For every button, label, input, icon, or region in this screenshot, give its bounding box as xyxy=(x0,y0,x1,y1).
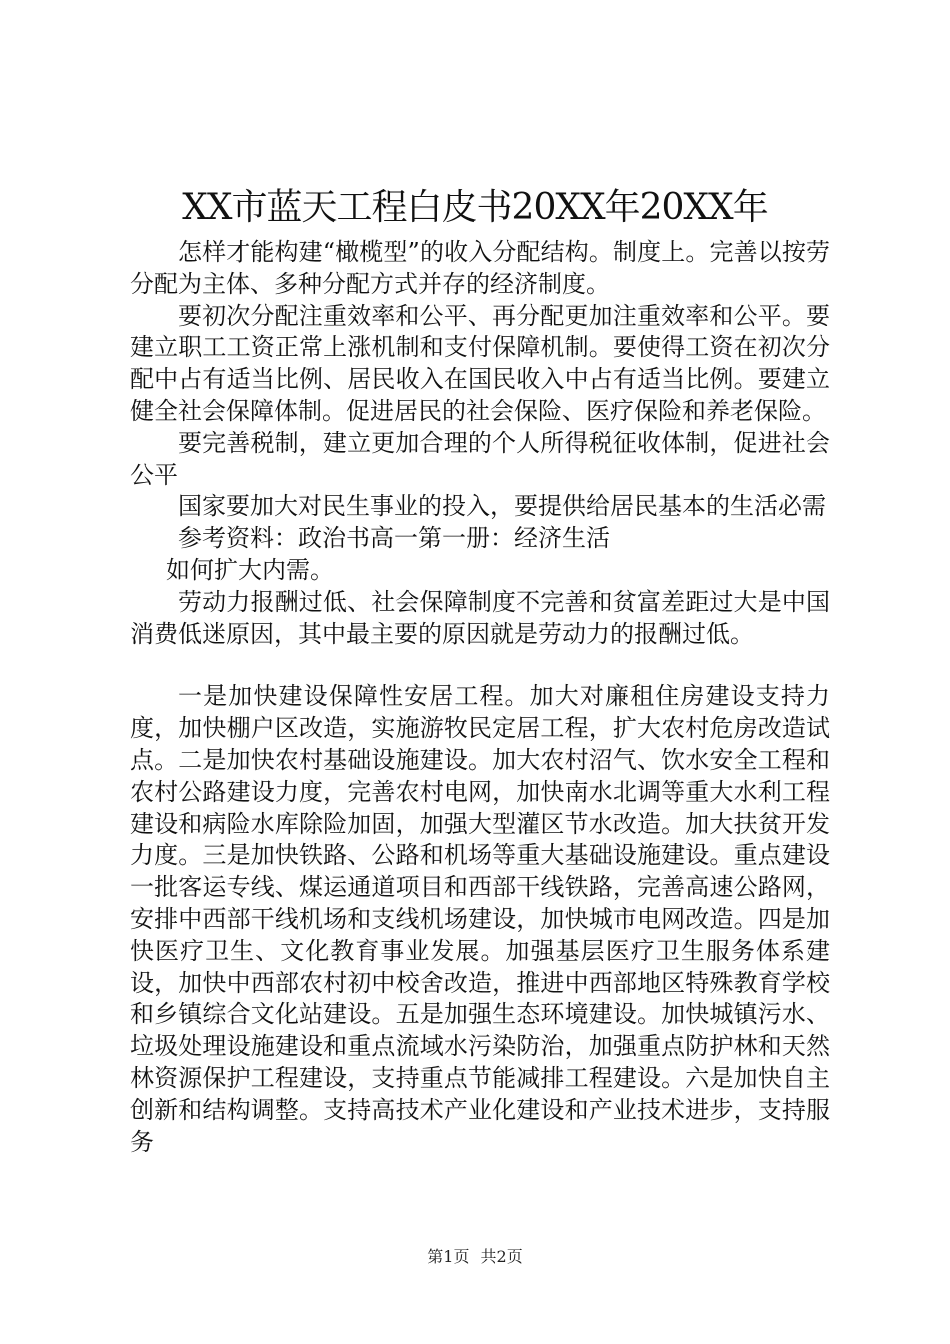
paragraph-2: 要初次分配注重效率和公平、再分配更加注重效率和公平。要建立职工工资正常上涨机制和支付保障机制。要使得工资在初次分配中占有适当比例、居民收入在国民收入中占有适当比例。要建立健全社会保障体制。促进居民的社会保险、医疗保险和养老保险。 xyxy=(130,301,830,425)
paragraph-6: 如何扩大内需。 xyxy=(166,555,334,584)
paragraph-1: 怎样才能构建“橄榄型”的收入分配结构。制度上。完善以按劳分配为主体、多种分配方式并存的经济制度。 xyxy=(130,238,830,298)
document-body xyxy=(130,237,830,1158)
paragraph-5: 参考资料：政治书高一第一册：经济生活 xyxy=(178,524,610,553)
page-number-current: 第1页 xyxy=(427,1247,470,1266)
page-number-total: 共2页 xyxy=(480,1247,523,1266)
paragraph-3: 要完善税制，建立更加合理的个人所得税征收体制，促进社会公平 xyxy=(130,428,830,489)
document-title: XX市蓝天工程白皮书20XX年20XX年 xyxy=(182,187,768,228)
paragraph-4: 国家要加大对民生事业的投入，要提供给居民基本的生活必需 xyxy=(178,492,826,521)
paragraph-8: 一是加快建设保障性安居工程。加大对廉租住房建设支持力度，加快棚户区改造，实施游牧民定居工程，扩大农村危房改造试点。二是加快农村基础设施建设。加大农村沼气、饮水安全工程和农村公路建设力度，完善农村电网，加快南水北调等重大水利工程建设和病险水库除险加固，加强大型灌区节水改造。加大扶贫开发力度。三是加快铁路、公路和机场等重大基础设施建设。重点建设一批客运专线、煤运通道项目和西部干线铁路，完善高速公路网，安排中西部干线机场和支线机场建设，加快城市电网改造。四是加快医疗卫生、文化教育事业发展。加强基层医疗卫生服务体系建设，加快中西部农村初中校舍改造，推进中西部地区特殊教育学校和乡镇综合文化站建设。五是加强生态环境建设。加快城镇污水、垃圾处理设施建设和重点流域水污染防治，加强重点防护林和天然林资源保护工程建设，支持重点节能减排工程建设。六是加快自主创新和结构调整。支持高技术产业化建设和产业技术进步，支持服务 xyxy=(130,682,830,1156)
paragraph-gap xyxy=(130,650,830,681)
paragraph-7: 劳动力报酬过低、社会保障制度不完善和贫富差距过大是中国消费低迷原因，其中最主要的原因就是劳动力的报酬过低。 xyxy=(130,587,830,648)
page-footer xyxy=(0,1247,950,1267)
